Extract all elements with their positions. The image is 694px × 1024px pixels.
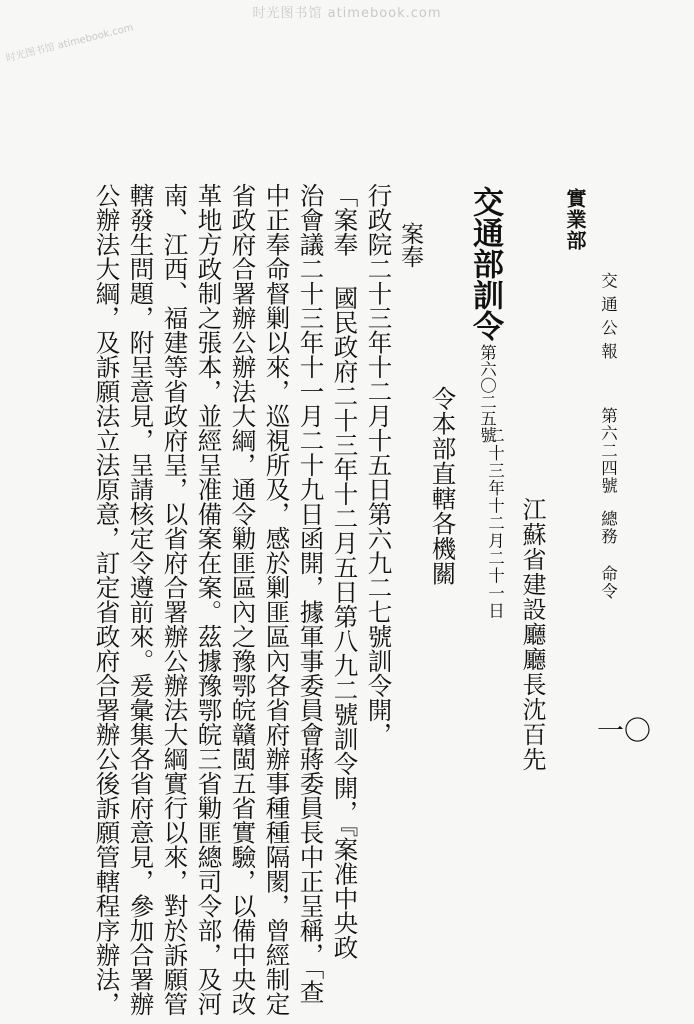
subject: 案奉: [397, 222, 423, 268]
section-label: 總務 命令: [598, 510, 618, 600]
body-line: 治會議二十三年十一月二十九日函開，據軍事委員會蔣委員長中正呈稱，「查: [296, 183, 326, 1004]
watermark-top: 时光图书馆 atimebook.com: [252, 6, 442, 21]
order-number: 第六〇二五號: [477, 344, 497, 443]
recipients: 令本部直轄各機關: [428, 386, 458, 586]
issue-number: 第六二四號: [598, 407, 618, 495]
body-line: 轄發生問題，附呈意見，呈請核定令遵前來。爰彙集各省府意見，參加合署辦: [126, 183, 156, 1016]
order-title: 交通部訓令: [467, 186, 503, 341]
body-line: 南、江西、福建等省政府呈，以省府合署辦公辦法大綱實行以來，對於訴願管: [160, 183, 190, 1016]
body-line: 「案奉 國民政府二十三年十二月五日第八九二號訓令開，『案准中央政: [330, 183, 360, 960]
body-line: 公辦法大綱，及訴願法立法原意，訂定省政府合署辦公後訴願管轄程序辦法，: [92, 183, 122, 1016]
ministry-name: 實業部: [563, 188, 587, 251]
page-number: 一〇: [597, 716, 651, 747]
body-line: 省政府合署辦公辦法大綱，通令勦匪區內之豫鄂皖贛閩五省實驗，以備中央改: [228, 183, 258, 1016]
watermark-diagonal: 时光图书馆 atimebook.com: [4, 22, 135, 65]
addressee: 江蘇省建設廳廳長沈百先: [518, 497, 546, 772]
body-line: 革地方政制之張本，並經呈准備案在案。茲據豫鄂皖三省勦匪總司令部，及河: [194, 183, 224, 1016]
body-line: 中正奉命督剿以來，巡視所及，感於剿匪區內各省府辦事種種隔閡，曾經制定: [262, 183, 292, 1016]
publication-name: 交通公報: [598, 272, 618, 366]
order-date: 二十三年十二月二十一日: [485, 427, 505, 620]
body-line: 行政院二十三年十二月十五日第六九二七號訓令開，: [364, 183, 394, 747]
